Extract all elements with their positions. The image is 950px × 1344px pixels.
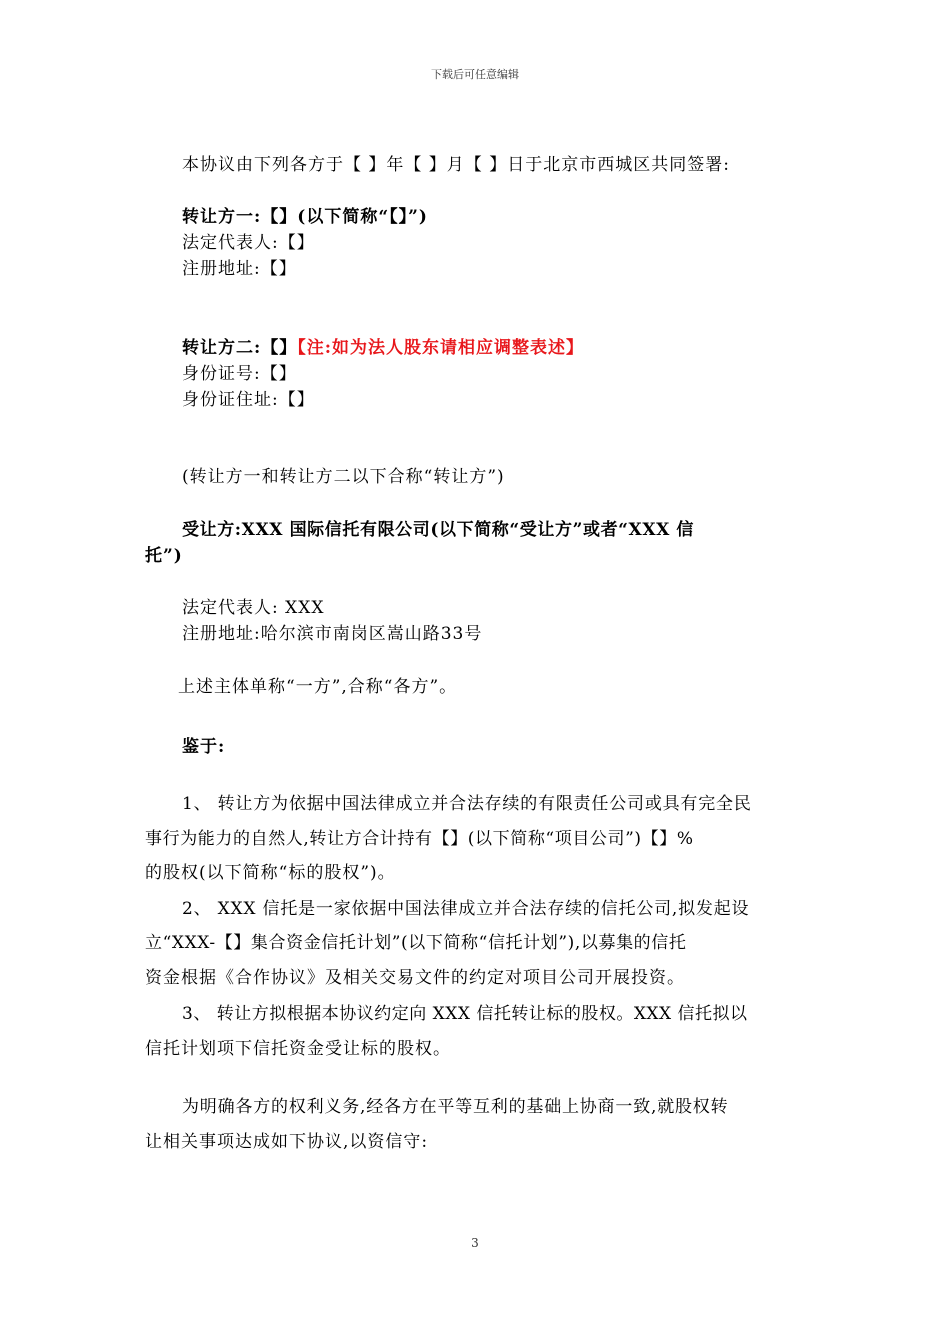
page-number: 3 <box>471 1236 479 1250</box>
page-header: 下载后可任意编辑 <box>431 68 519 81</box>
transferee-rep: 法定代表人: XXX <box>182 598 325 618</box>
whereas-item-2-line3: 资金根据《合作协议》及相关交易文件的约定对项目公司开展投资。 <box>145 968 685 988</box>
combined-parties: (转让方一和转让方二以下合称“转让方”) <box>182 467 505 487</box>
party1-address: 注册地址:【】 <box>182 259 297 279</box>
definition-paragraph: 上述主体单称“一方”,合称“各方”。 <box>178 677 458 697</box>
whereas-item-1-line3: 的股权(以下简称“标的股权”)。 <box>145 863 396 883</box>
whereas-title: 鉴于: <box>182 737 226 757</box>
transferee-title-line2: 托”) <box>145 546 183 566</box>
whereas-item-1-line2: 事行为能力的自然人,转让方合计持有【】(以下简称“项目公司”)【】% <box>145 829 694 849</box>
party2-title: 转让方二:【】 <box>182 338 298 358</box>
transferee-address: 注册地址:哈尔滨市南岗区嵩山路33号 <box>182 624 483 644</box>
closing-line1: 为明确各方的权利义务,经各方在平等互利的基础上协商一致,就股权转 <box>182 1097 729 1117</box>
party2-id-address: 身份证住址:【】 <box>182 390 315 410</box>
party2-title-line <box>182 337 584 359</box>
whereas-item-1-line1: 1、 转让方为依据中国法律成立并合法存续的有限责任公司或具有完全民 <box>182 794 752 814</box>
whereas-item-2-line2: 立“XXX-【】集合资金信托计划”(以下简称“信托计划”),以募集的信托 <box>145 933 687 953</box>
intro-paragraph: 本协议由下列各方于【 】年【 】月【 】日于北京市西城区共同签署: <box>182 155 730 175</box>
whereas-item-2-line1: 2、 XXX 信托是一家依据中国法律成立并合法存续的信托公司,拟发起设 <box>182 899 750 919</box>
closing-line2: 让相关事项达成如下协议,以资信守: <box>145 1132 429 1152</box>
whereas-item-3-line2: 信托计划项下信托资金受让标的股权。 <box>145 1039 451 1059</box>
party1-rep: 法定代表人:【】 <box>182 233 315 253</box>
party2-id: 身份证号:【】 <box>182 364 297 384</box>
party1-title: 转让方一:【】(以下简称“【】”) <box>182 207 428 227</box>
transferee-title-line1: 受让方:XXX 国际信托有限公司(以下简称“受让方”或者“XXX 信 <box>182 520 695 540</box>
party2-note: 【注:如为法人股东请相应调整表述】 <box>297 338 585 358</box>
whereas-item-3-line1: 3、 转让方拟根据本协议约定向 XXX 信托转让标的股权。XXX 信托拟以 <box>182 1004 748 1024</box>
